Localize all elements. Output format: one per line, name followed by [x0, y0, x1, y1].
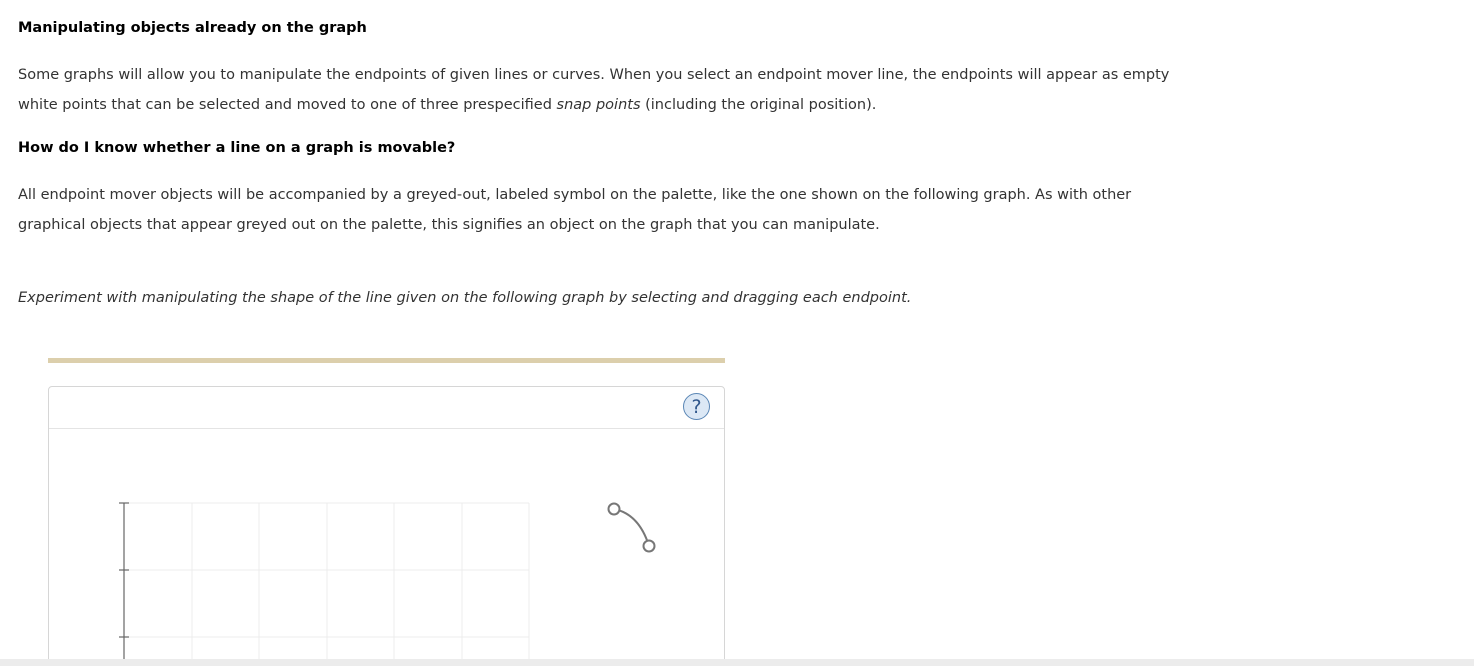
instruction-text: Experiment with manipulating the shape of the line given on the following graph by selecting and dragging each endpoint. — [18, 290, 912, 306]
paragraph-intro-text-1: Some graphs will allow you to manipulate the endpoints of given lines or curves. When you select an endpoint mover line, the endpoints will appear as empty white points that can be selected and moved to one of three prespecified — [18, 67, 1170, 113]
graph-canvas[interactable] — [49, 387, 724, 666]
endpoint-mover-curve-icon[interactable] — [609, 504, 655, 552]
paragraph-intro-text-2: (including the original position). — [640, 97, 877, 113]
endpoint-handle — [609, 504, 620, 515]
paragraph-endpoint-intro — [18, 60, 1198, 120]
y-axis — [119, 503, 129, 666]
graph-grid — [124, 503, 529, 666]
section-heading-manipulating: Manipulating objects already on the graph — [18, 20, 367, 36]
bottom-scroll-strip — [0, 659, 1474, 666]
endpoint-handle — [644, 541, 655, 552]
snap-points-emphasis: snap points — [556, 97, 641, 113]
paragraph-palette-info: All endpoint mover objects will be accompanied by a greyed-out, labeled symbol on the palette, like the one shown on the following graph. As with other graphical objects that appear greyed out on the palette, this signifies an object on the graph that you can manipulate. — [18, 187, 1132, 233]
section-heading-movable: How do I know whether a line on a graph is movable? — [18, 140, 456, 156]
graph-accent-bar — [48, 358, 725, 363]
graph-tool-panel — [48, 386, 725, 666]
question-mark-icon: ? — [691, 396, 702, 418]
